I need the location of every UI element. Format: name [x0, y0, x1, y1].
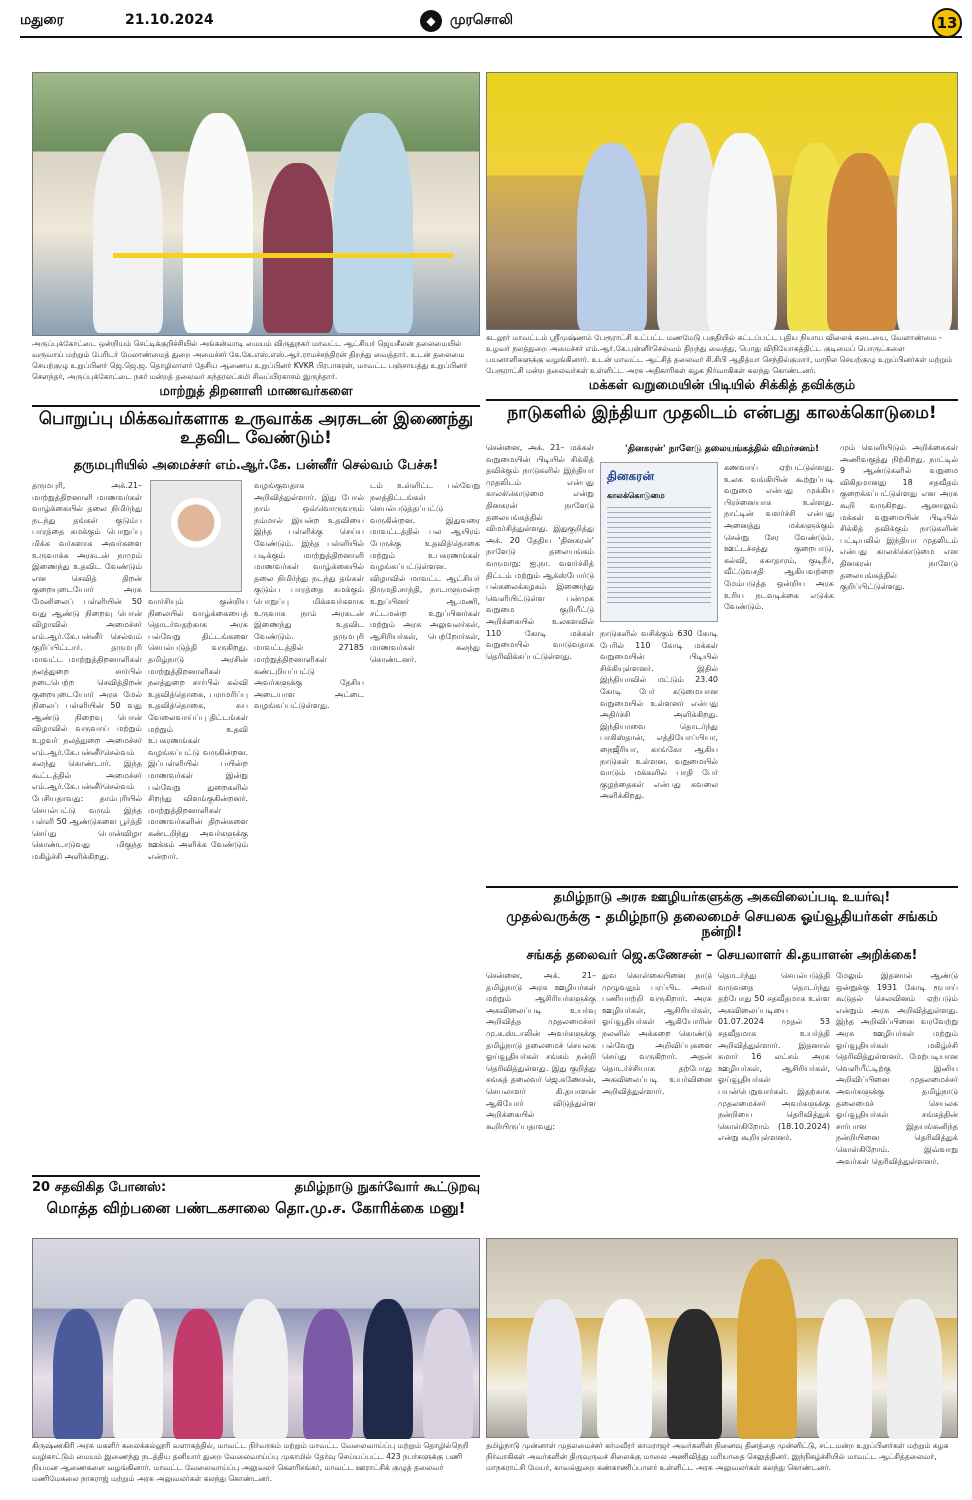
story-thanks-column-1: சென்னை, அக். 21– தமிழ்நாடு அரசு ஊழியர்கள் மற்றும் ஆசிரியர்களுக்கு அகவிலைப்படி உயர்வு அறிவித்த முதலமைச்சர் மு.க.ஸ்டாலின் அவர்களுக்கு தமிழ்நாடு தலைமைச் செயலக ஓய்வூதியர்கள் சங்கம் நன்றி தெரிவித்துள்ளது. இது குறித்து சங்கத் தலைவர் ஜெ.கணேசன், செயலாளர் கி.தயாளன் ஆகியோர் விடுத்துள்ள அறிக்கையில் கூறியிருப்பதாவது:: [486, 971, 596, 1131]
caption-photo-top-right: கடலூர் மாவட்டம் ஸ்ரீமுஷ்ணம் பேரூராட்சி உட்பட்ட மணமேடு பகுதியில் கட்டப்பட்ட புதிய நியாய விலைக் கடையை, வேளாண்மை - உழவர் நலத்துறை அமைச்சர் எம்.ஆர்.கே.பன்னீர்செல்வம் திறந்து வைத்து, பொது விநியோகத்திட்ட குடிமைப் பொருட்களை பயனாளிகளுக்கு வழங்கினார். உடன் மாவட்ட ஆட்சித் தலைவர் சி.சிபி ஆதித்யா செந்தில்குமார், மாநில செயற்குழு உறுப்பினர்கள் மற்றும் பேரூராட்சி மன்ற தலைவர்கள் உள்ளிட்ட அரசு அதிகாரிகள் கழக நிர்வாகிகள் கலந்து கொண்டனர்.: [486, 333, 953, 375]
divider: [486, 399, 958, 401]
story-bonus-kicker-left: 20 சதவிகித போனஸ்:: [32, 1180, 167, 1195]
story-thanks-kicker: தமிழ்நாடு அரசு ஊழியர்களுக்கு அகவிலைப்படி உயர்வு!: [553, 890, 891, 905]
story-thanks-column-2: துவ கொள்கையினை நாடு முழுவதும் பரப்பிட அவர் பணியாற்றி வருகிறார். அரசு ஊழியர்கள், ஆசிரியர்கள், ஓய்வூதியர்கள் ஆகியோரின் நலனில் அக்கறை கொண்டு பல்வேறு அறிவிப்புகளை செய்து வருகிறார். அதன் தொடர்ச்சியாக தற்போது அகவிலைப்படி உயர்வினை அறிவித்துள்ளார்.: [602, 971, 712, 1096]
story-thanks-subhead: சங்கத் தலைவர் ஜெ.கணேசன் – செயலாளர் கி.தயாளன் அறிக்கை!: [526, 948, 918, 963]
story-left-column-4: டம் உள்ளிட்ட பல்வேறு நலத்திட்டங்கள் செயல்படுத்தப்பட்டு வருகின்றன. இதுவரை மாவட்டத்தில் பல ஆயிரம் பேருக்கு உதவித்தொகை மற்றும் உபகரணங்கள் வழங்கப்பட்டுள்ளன. விழாவில் மாவட்ட ஆட்சியர் திருமதி.சாந்தி, நாடாளுமன்ற உறுப்பினர் ஆ.மணி, சட்டமன்ற உறுப்பினர்கள் மற்றும் அரசு அலுவலர்கள், ஆசிரியர்கள், பெற்றோர்கள், மாணவர்கள் கலந்து கொண்டனர்.: [370, 481, 480, 664]
edition-city: மதுரை: [20, 12, 64, 28]
edition-date: 21.10.2024: [125, 12, 214, 28]
story-left-kicker: மாற்றுத் திறனாளி மாணவர்களை: [159, 384, 353, 399]
story-right-subhead: 'தினகரன்' நாளேடு தலையங்கத்தில் விமர்சனம்!: [624, 444, 820, 454]
newspaper-name: முரசொலி: [450, 12, 513, 28]
photo-job-fair: [32, 1238, 480, 1438]
page-header: [20, 8, 962, 38]
clipping-masthead: தினகரன்: [607, 469, 654, 483]
story-left-headline: பொறுப்பு மிக்கவர்களாக உருவாக்க அரசுடன் இணைந்து உதவிட வேண்டும்!: [38, 409, 474, 448]
story-right-column-3: கணவாய் ஏற்பட்டுள்ளது. உலக வங்கியின் கூற்றுப்படி வறுமை என்பது முக்கிய பிரச்னையாக உள்ளது. நாட்டின் வளர்ச்சி என்பது அனைத்து மக்களுக்கும் சென்று சேர வேண்டும். ஊட்டச்சத்து குறைபாடு, கல்வி, சுகாதாரம், குடிநீர், வீட்டுவசதி ஆகியவற்றை மேம்படுத்த ஒன்றிய அரசு உரிய நடவடிக்கை எடுக்க வேண்டும்.: [724, 463, 834, 612]
story-right-kicker: மக்கள் வறுமையின் பிடியில் சிக்கித் தவிக்கும்: [588, 378, 856, 393]
caption-photo-bottom-left: கிருஷ்ணகிரி அரசு மகளிர் கலைக்கல்லூரி வளாகத்தில், மாவட்ட நிர்வாகம் மற்றும் மாவட்ட வேலைவாய்ப்பு மற்றும் தொழில்நெறி வழிகாட்டும் மையம் இணைந்து நடத்திய தனியார் துறை வேலைவாய்ப்பு முகாமில் தேர்வு செய்யப்பட்ட 423 நபர்களுக்கு பணி நியமன ஆணைகளை வழங்கினார். மாவட்ட வேலைவாய்ப்பு அலுவலர் கௌரிசங்கர், மாவட்ட ஊராட்சிக் குழுத் தலைவர் மணிமேகலை நாகராஜ் மற்றும் அரசு அலுவலர்கள் கலந்து கொண்டனர்.: [32, 1441, 469, 1483]
story-bonus-headline: மொத்த விற்பனை பண்டகசாலை தொ.மு.ச. கோரிக்கை மனு!: [46, 1199, 466, 1217]
clipping-title: காலக்கொடுமை: [607, 491, 665, 500]
caption-photo-bottom-right: தமிழ்நாடு முன்னாள் முதலமைச்சர் கர்மவீரர் காமராஜர் அவர்களின் நினைவு தினத்தை முன்னிட்டு, சட்டமன்ற உறுப்பினர்கள் மற்றும் கழக நிர்வாகிகள் அவர்களின் திருவுருவச் சிலைக்கு மாலை அணிவித்து மரியாதை செலுத்தினர். இந்நிகழ்ச்சியில் மாவட்ட ஆட்சித்தலைவர், மாநகராட்சி மேயர், காவல்துறை கண்காணிப்பாளர் உள்ளிட்ட அரசு அலுவலர்கள் கலந்து கொண்டனர்.: [486, 1441, 949, 1472]
story-left-column-2: வார்சியும் குன்றிய நிலையில் வாழ்க்கையைத் தொடர்வதற்காக அரசு பல்வேறு திட்டங்களை செயல்படுத்தி வருகிறது. தமிழ்நாடு அரசின் மாற்றுத்திறனாளிகள் நலத்துறை சார்பில் கல்வி உதவித்தொகை, பராமரிப்பு உதவித்தொகை, சுய வேலைவாய்ப்பு திட்டங்கள் மற்றும் உதவி உபகரணங்கள் வழங்கப்பட்டு வருகின்றன. இப்பள்ளியில் பயின்ற மாணவர்கள் இன்று பல்வேறு துறைகளில் சிறந்து விளங்குகின்றனர். மாற்றுத்திறனாளிகள் மாணவர்களின் திறன்களை கண்டறிந்து அவர்களுக்கு ஊக்கம் அளிக்க வேண்டும் என்றார்.: [148, 597, 248, 862]
page-number: 13: [932, 8, 962, 38]
masthead-logo-icon: ◆: [420, 10, 442, 32]
story-left-subhead: தருமபுரியில் அமைச்சர் எம்.ஆர்.கே. பன்னீர் செல்வம் பேச்சு!: [73, 458, 439, 473]
divider: [32, 405, 480, 407]
story-thanks-column-4: மேலும் இதனால் ஆண்டு ஒன்றுக்கு 1931 கோடி ரூபாய் கூடுதல் செலவினம் ஏற்படும் என்றும் அரசு அறிவித்துள்ளது. இந்த அறிவிப்பினை வரவேற்று அரசு ஊழியர்கள் மற்றும் ஓய்வூதியர்கள் மகிழ்ச்சி தெரிவித்துள்ளனர். மேற்படியான வெளியீட்டிற்கு இனிய அறிவிப்பினை முதலமைச்சர் அவர்களுக்கு தமிழ்நாடு தலைமைச் செயலக ஓய்வூதியர்கள் சங்கத்தின் சார்பான இதயங்கனிந்த நன்றியினை தெரிவித்துக் கொள்கிறோம். இவ்வாறு அவர்கள் தெரிவித்துள்ளனர்.: [836, 971, 958, 1166]
photo-statue-tribute: [486, 1238, 958, 1438]
story-bonus-kicker-right: தமிழ்நாடு நுகர்வோர் கூட்டுறவு: [294, 1180, 480, 1195]
story-thanks-headline: முதல்வருக்கு - தமிழ்நாடு தலைமைச் செயலக ஓய்வூதியர்கள் சங்கம் நன்றி!: [506, 909, 938, 941]
clipping-text-lines: [607, 507, 711, 607]
photo-inauguration: [32, 72, 480, 336]
story-left-column-1: தருமபுரி, அக்.21– மாற்றுத்திறனாளி மாணவர்கள் வாழ்க்கையில் தலை நிமிர்ந்து நடந்து தங்கள் குடும்ப பாரத்தை சுமக்கும் பொறுப்பு மிக்க வர்களாக அவர்களை உருவாக்க அரசுடன் நாமும் இணைந்து உதவிட வேண்டும் என செவித் திறன் குறையுடையோர் அரசு மேனிலைப் பள்ளியின் 50 வது ஆண்டு நிறைவு பொன் விழாவில் அமைச்சர் எம்.ஆர்.கே.பன்னீர் செல்வம் குறிப்பிட்டார். தருமபுரி மாவட்ட மாற்றுத்திறனாளிகள் நலத்துறை சார்பில் நடைபெற்ற செவித்திறன் குறையுடையோர் அரசு மேல் நிலைப் பள்ளியின் 50 வது ஆண்டு நிறைவு பொன் விழாவில் வருவாய் மற்றும் உழவர் நலத்துறை அமைச்சர் எம்.ஆர்.கே.பன்னீர்செல்வம் கலந்து கொண்டார். இந்த கூட்டத்தில் அமைச்சர் எம்.ஆர்.கே.பன்னீர்செல்வம் பேசியதாவது: தாம்புரியில் செயல்பட்டு வரும் இந்த பள்ளி 50 ஆண்டுகளை பூர்த்தி செய்து பொன்விழா கொண்டாடுவது மிகுந்த மகிழ்ச்சி அளிக்கிறது.: [32, 481, 142, 861]
divider: [486, 886, 958, 888]
story-thanks-column-3: தொடர்ந்து செயல்படுத்தி வருவதை தொடர்ந்து தற்போது 50 சதவீதமாக உள்ள அகவிலைப்படியை 01.07.2024 முதல் 53 சதவீதமாக உயர்த்தி அறிவித்துள்ளார். இதனால் சுமார் 16 லட்சம் அரசு ஊழியர்கள், ஆசிரியர்கள், ஓய்வூதியர்கள் பயன்பெறுவார்கள். இதற்காக முதலமைச்சர் அவர்களுக்கு நன்றியை தெரிவித்துக் கொள்கிறோம் (18.10.2024) என்று கூறியுள்ளனர்.: [718, 971, 830, 1143]
story-right-column-2: நாடுகளில் வசிக்கும் 630 கோடி பேரில் 110 கோடி மக்கள் வறுமையின் பிடியில் சிக்கியுள்ளனர். இதில் இந்தியாவில் மட்டும் 23.40 கோடி பேர் கடுமையான வறுமையில் உள்ளனர் என்பது அதிர்ச்சி அளிக்கிறது. இந்தியாவை தொடர்ந்து பாகிஸ்தான், எத்தியோப்பியா, நைஜீரியா, காங்கோ ஆகிய நாடுகள் உள்ளன. வறுமையில் வாடும் மக்களில் பாதி பேர் குழந்தைகள் என்பது கவலை அளிக்கிறது.: [600, 629, 718, 801]
story-left-column-3: வழங்குவதாக அறிவித்துள்ளார். இது போல் நாம் ஒவ்வொருவரும் நம்மால் இயன்ற உதவியை இந்த பள்ளிக்கு செய்ய வேண்டும். இந்த பள்ளியில் படிக்கும் மாற்றுத்திறனாளி மாணவர்கள் வாழ்க்கையில் தலை நிமிர்ந்து நடந்து தங்கள் குடும்ப பாரத்தை சுமக்கும் பொறுப்பு மிக்கவர்களாக உருவாக நாம் அரசுடன் இணைந்து உதவிட வேண்டும். தருமபுரி மாவட்டத்தில் 27185 மாற்றுத்திறனாளிகள் கண்டறியப்பட்டு அவர்களுக்கு தேசிய அடையாள அட்டை வழங்கப்பட்டுள்ளது.: [254, 481, 364, 711]
minister-portrait: [150, 480, 242, 592]
photo-ration-shop: [486, 72, 958, 330]
newspaper-clipping: [600, 462, 718, 622]
caption-photo-top-left: அருப்புக்கோட்டை ஒன்றியம் செட்டிக்குறிச்சியில் அங்கன்வாடி மையம் விருதுநகர் மாவட்ட ஆட்சியர் ஜெயசீலன் தலைமையில் வருவாய் மற்றும் பேரிடர் மேலாண்மைத் துறை அமைச்சர் கே.கே.எஸ்.எஸ்.ஆர்.ராமச்சந்திரன் திறந்து வைத்தார். உடன் தலைமை செயற்குழு உறுப்பினர் ஜெ.ஜெ.ஜ. தொழிலாளர் தேசிய ஆணைய உறுப்பினர் KVKR பிரபாகரன், மாவட்ட பஞ்சாயத்து உறுப்பினர் சௌந்தர், அருப்புக்கோட்டை நகர் மன்றத் தலைவர் சுந்தரலட்சுமி சிவப்பிரகாசம் இருந்தார்.: [32, 339, 468, 381]
story-right-column-1: சென்னை, அக். 21– மக்கள் வறுமையின் பிடியில் சிக்கித் தவிக்கும் நாடுகளில் இந்தியா முதலிடம் என்பது காலக்கொடுமை என்று தினகரன் நாளேடு தலையங்கத்தில் விமர்சித்துள்ளது. இதுகுறித்து அக். 20 தேதிய 'தினகரன்' நாளேடு தலையங்கம் வருமாறு: ஐ.நா. வளர்ச்சித் திட்டம் மற்றும் ஆக்ஸ்போர்டு பல்கலைக்கழகம் இணைந்து வெளியிட்டுள்ள பன்முக வறுமை குறியீட்டு அறிக்கையில் உலகளவில் 110 கோடி மக்கள் வறுமையில் வாடுவதாக தெரிவிக்கப்பட்டுள்ளது.: [486, 443, 594, 661]
divider: [32, 1175, 480, 1177]
story-right-column-4: மும் வெளியிடும் அறிக்கைகள் அணிவகுத்து நிற்கிறது. நாட்டில் 9 ஆண்டுகளில் வறுமை விகிதமானது 18 சதவீதம் குறைக்கப்பட்டுள்ளது என அரசு கூறி வருகிறது. ஆனாலும் மக்கள் வறுமையின் பிடியில் சிக்கித் தவிக்கும் நாடுகளின் பட்டியலில் இந்தியா முதலிடம் என்பது காலக்கொடுமை என தினகரன் நாளேடு தலையங்கத்தில் குறிப்பிட்டுள்ளது.: [840, 443, 958, 592]
story-right-headline: நாடுகளில் இந்தியா முதலிடம் என்பது காலக்கொடுமை!: [507, 403, 937, 423]
